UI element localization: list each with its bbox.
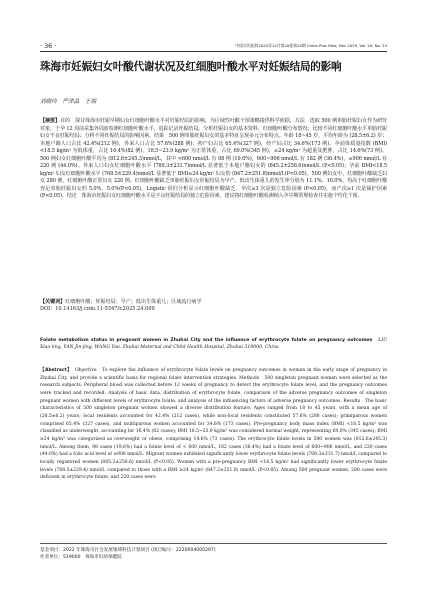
- footnote: [40, 543, 387, 561]
- english-title-block: [40, 337, 387, 352]
- chinese-keywords-label: 【关键词】: [40, 299, 66, 305]
- chinese-abstract-label: 【摘要】: [40, 118, 60, 124]
- chinese-keywords-block: [40, 299, 387, 314]
- affiliation-note: 作者单位：519000 珠海市妇幼保健院: [40, 555, 122, 561]
- journal-info: 中国实用医药2025年12月第20卷第24期 China Prac Med, Dec 2025, Vol. 20, No. 24: [235, 43, 387, 49]
- doi: DOI：10.14163/j.cnki.11-5547/r.2025.24.009: [40, 306, 155, 313]
- article-title: 珠海市妊娠妇女叶酸代谢状况及红细胞叶酸水平对妊娠结局的影响: [40, 61, 342, 73]
- chinese-keywords: [40, 299, 387, 306]
- fund-note: 基金项目：2022 年珠海市社会发展领域科技计划项目 (项目编号：2220004000297): [40, 548, 216, 553]
- english-abstract-text: Objective To explore the influence of erythrocyte folate levels on pregnancy outcomes in women in the early stage of pregnancy in Zhuhai City, and provide a scientific basis for regional folate intervention strategies. Methods 500 singleton pregnant women were selected as the research subjects. Peripheral blood was collected before 12 weeks of pregnancy to detect the erythrocyte folate level, and the pregnancy outcomes were tracked and recorded. Analysis of basic data, distribution of erythrocyte folate, comparison of the adverse pregnancy outcomes of singleton pregnant women with different levels of erythrocyte folate, and analysis of the influencing factors of adverse pregnancy outcomes. Results The basic characteristics of 500 singleton pregnant women showed a diverse distribution feature. Ages ranged from 18 to 45 years, with a mean age of (28.5±6.2) years; local residents accounted for 42.4% (212 cases), while non-local residents constituted 57.6% (288 cases); primiparous women comprised 65.4% (327 cases), and multiparous women accounted for 34.6% (173 cases). Pre-pregnancy body mass index (BMI) <18.5 kg/m² was classified as underweight, accounting for 16.4% (82 cases); BMI 18.5~23.9 kg/m² was considered normal weight, representing 69.0% (345 cases); BMI ≥24 kg/m² was categorized as overweight or obese, comprising 14.6% (73 cases). The erythrocyte folate levels in 500 women was (812.6±245.3) nmol/L. Among them, 98 cases (19.6%) had a folate level of < 600 nmol/L, 182 cases (36.4%) had a folate level of 600~906 nmol/L, and 220 cases (44.0%) had a folic acid level of ≥906 nmol/L. Migrant women exhibited significantly lower erythrocyte folate levels (789.3±231.7) nmol/L compared to locally registered women (845.2±258.6) nmol/L (P<0.05). Women with a pre-pregnancy BMI <18.5 kg/m² had significantly lower erythrocyte folate levels (768.5±229.4) nmol/L compared to those with a BMI ≥24 kg/m² (847.2±251.8) nmol/L (P<0.05). Among 500 pregnant women, 280 cases were deficient in erythrocyte folate, and 220 cases were: [40, 368, 387, 481]
- english-title: Folate metabolism status in pregnant women in Zhuhai City and the influence of erythrocyte folate on pregnancy outcomes: [40, 338, 373, 343]
- chinese-abstract-text: 目的 探讨珠海市妊娠早期妇女红细胞叶酸水平对妊娠结局的影响，为区域性叶酸干预策略提供科学依据。方法 选取 500 例单胎妊娠妇女作为研究对象，于孕 12 周前采集外周血检测红细胞叶酸水平，追踪记录妊娠结局。分析妊娠妇女的基本资料、红细胞叶酸分布情况；比较不同红细胞叶酸水平单胎妊娠妇女不良妊娠结局；分析不同妊娠结局的影响因素。结果 500 例单胎妊娠妇女的基本特征呈现多元分布特点。年龄 18~45 岁，平均年龄为 (28.5±6.2) 岁；本地户籍人口占比 42.4%(212 例)，外来人口占比 57.6%(288 例)；初产妇占比 65.4%(327 例)，经产妇占比 34.6%(173 例)。孕前体质量指数 (BMI)<18.5 kg/m² 为低体重，占比 16.4%(82 例)，18.5~23.9 kg/m² 为正常体重，占比 69.0%(345 例)，≥24 kg/m² 为超重及肥胖，占比 14.6%(73 例)。500 例妇女红细胞叶酸平均为 (812.6±245.3)nmol/L，其中 <600 nmol/L 有 98 例 (19.6%)，600~906 nmol/L 有 182 例 (36.4%)，≥906 nmol/L 有 220 例 (44.0%)。外来人口妇女红细胞叶酸水平 (789.3±231.7)nmol/L 显著低于本地户籍妇女的 (845.2±258.6)nmol/L (P<0.05)；孕前 BMI<18.5 kg/m² 妇女红细胞叶酸水平 (768.5±229.4)nmol/L 显著低于 BMI≥24 kg/m² 妇女的 (847.2±251.8)nmol/L(P<0.05)。500 例妇女中，红细胞叶酸缺乏妇女 280 例，红细胞叶酸正常妇女 220 例。红细胞叶酸缺乏单胎妊娠妇女妊娠结局为早产、低出生体重儿的发生率分别为 11.1%、10.0%，均高于红细胞叶酸充足单胎妊娠妇女的 5.0%、5.0%(P<0.05)。Logistic 回归分析显示红细胞叶酸缺乏、孕次≥3 次是独立危险因素 (P<0.05)，而产次≥1 次是保护因素 (P<0.05)。结论 珠海市妊娠妇女红细胞叶酸水平是不良妊娠结局的独立危险因素，建议将红细胞叶酸检测纳入孕早期常规检查并实施个性化干预。: [40, 118, 387, 200]
- english-abstract: [40, 367, 387, 482]
- author-list: 刘晓玲 严津晶 王瑞: [40, 99, 96, 105]
- chinese-abstract: [40, 118, 387, 201]
- english-abstract-label: 【Abstract】: [40, 368, 70, 373]
- english-authors: LIU Xiao-ling, YAN Jin-jing, WANG Yao. Zhuhai Maternal and Child Health Hospital, Zhuhai 519000, China: [40, 338, 387, 351]
- chinese-keywords-text: 红细胞叶酸；妊娠结局；早产；低出生体重儿；区域流行病学: [65, 299, 202, 305]
- running-header: [40, 40, 387, 52]
- page-number: · 36 ·: [40, 41, 57, 50]
